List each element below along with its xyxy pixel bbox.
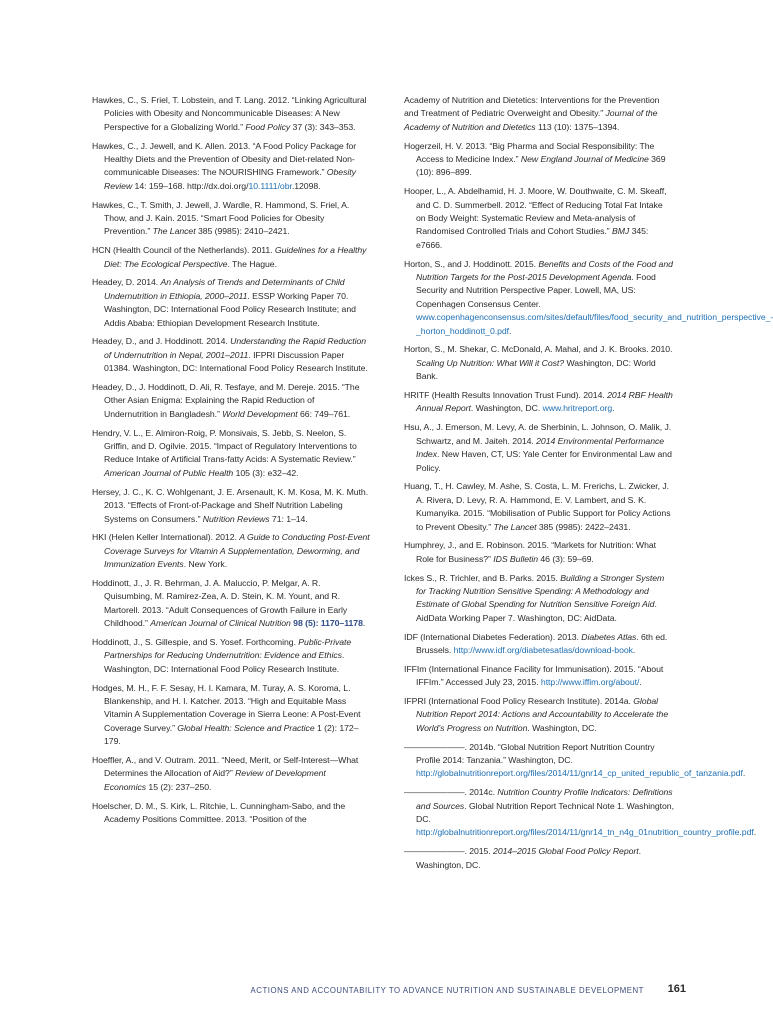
reference-column-left (92, 94, 370, 832)
reference-entry (404, 845, 674, 872)
reference-text: . Washington, DC. (416, 846, 641, 870)
reference-entry-continued (404, 94, 674, 134)
reference-italic-title: American Journal of Clinical Nutrition (150, 618, 291, 629)
reference-text: Hodges, M. H., F. F. Sesay, H. I. Kamara, M. Turay, A. S. Koroma, L. Blankenship, and H. I. Katcher. 2013. “High and Equitable Mass Vitamin A Supplementation Coverage in Sierra Leone: A Post-Event Coverage Survey.” (92, 682, 361, 733)
reference-text: HRITF (Health Results Innovation Trust Fund). 2014. (404, 390, 608, 401)
reference-entry (92, 244, 370, 271)
reference-entry (404, 480, 674, 534)
reference-text: Humphrey, J., and E. Robinson. 2015. “Markets for Nutrition: What Role for Business?” (404, 540, 657, 564)
reference-text: Hoeffler, A., and V. Outram. 2011. “Need, Merit, or Self-Interest—What Determines the Allocation of Aid?” (92, 754, 359, 779)
reference-entry (92, 427, 370, 481)
reference-text: 105 (3): e32–42. (233, 467, 299, 478)
reference-italic-title: The Lancet (493, 521, 537, 532)
reference-entry (404, 258, 773, 338)
reference-text: Hoelscher, D. M., S. Kirk, L. Ritchie, L. Cunningham-Sabo, and the Academy Positions Committee. 2013. “Position of the (92, 800, 346, 824)
reference-text: 46 (3): 59–69. (538, 553, 594, 564)
reference-entry (92, 531, 370, 571)
reference-italic-title: Nutrition Reviews (202, 513, 270, 524)
reference-italic-title: Review of Development Economics (104, 768, 326, 792)
reference-text: . Washington, DC. (527, 722, 597, 733)
reference-text: Horton, S., and J. Hoddinott. 2015. (404, 258, 539, 269)
reference-text: . ESSP Working Paper 70. Washington, DC: International Food Policy Research Institute; and Addis Ababa: Ethiopian Development Research Institute. (104, 290, 356, 328)
reference-italic-title: American Journal of Public Health (104, 467, 234, 478)
reference-entry (404, 343, 674, 383)
reference-entry (92, 636, 370, 676)
reference-text: . (639, 677, 642, 688)
reference-text: 14: 159–168. http://dx.doi.org/ (132, 180, 249, 191)
running-footer-title: ACTIONS AND ACCOUNTABILITY TO ADVANCE NUTRITION AND SUSTAINABLE DEVELOPMENT (250, 986, 644, 995)
reference-entry (404, 631, 674, 658)
reference-text: 66: 749–761. (297, 408, 351, 419)
reference-italic-title: Scaling Up Nutrition: What Will it Cost? (416, 357, 565, 368)
reference-italic-title: Benefits and Costs of the Food and Nutrition Targets for the Post-2015 Development Agenda (416, 258, 673, 283)
reference-italic-title: Building a Stronger System for Tracking Nutrition Sensitive Spending: A Methodology and Estimate of Global Spending for Nutrition Sensitive Foreign Aid (416, 572, 665, 610)
reference-text: . Washington, DC: International Food Policy Research Institute. (104, 650, 345, 674)
reference-entry (92, 199, 370, 239)
reference-entry (92, 486, 370, 526)
reference-text: . AidData Working Paper 7. Washington, DC: AidData. (416, 599, 657, 623)
reference-italic-title: BMJ (611, 226, 630, 237)
reference-entry (92, 800, 370, 827)
reference-entry (404, 185, 674, 252)
reference-text: 385 (9985): 2410–2421. (195, 226, 290, 237)
reference-text: Hsu, A., J. Emerson, M. Levy, A. de Sherbinin, L. Johnson, O. Malik, J. Schwartz, and M. Jaiteh. 2014. (404, 422, 672, 446)
reference-italic-title: World Development (222, 408, 298, 419)
reference-entry (92, 381, 370, 421)
reference-link[interactable]: www.copenhagenconsensus.com/sites/default/files/food_security_and_nutrition_perspective_-_horton_hoddinott_0.pdf (416, 312, 773, 336)
reference-text: Hoddinott, J., J. R. Behrman, J. A. Maluccio, P. Melgar, A. R. Quisumbing, M. Ramirez-Zea, A. D. Stein, K. M. Yount, and R. Martorell. 2013. “Adult Consequences of Growth Failure in Early Childhood.” (92, 577, 348, 629)
reference-text: HKI (Helen Keller International). 2012. (92, 532, 240, 543)
reference-text: 345: e7666. (416, 226, 649, 250)
reference-text: IFPRI (International Food Policy Research Institute). 2014a. (404, 695, 634, 706)
reference-text: . (612, 403, 615, 414)
reference-italic-title: An Analysis of Trends and Determinants of Child Undernutrition in Ethiopia, 2000–2011 (104, 277, 345, 301)
reference-text: Hogerzeil, H. V. 2013. “Big Pharma and Social Responsibility: The Access to Medicine Index.” (404, 140, 655, 165)
reference-italic-title: The Lancet (152, 226, 196, 237)
reference-text: Hooper, L., A. Abdelhamid, H. J. Moore, W. Douthwaite, C. M. Skeaff, and C. D. Summerbell. 2012. “Effect of Reducing Total Fat Intake on Body Weight: Systematic Review and Meta-analysis of Randomised Controlled Trials and Cohort Studies.” (404, 186, 667, 237)
reference-text: Hawkes, C., J. Jewell, and K. Allen. 2013. “A Food Policy Package for Healthy Diets and the Prevention of Obesity and Diet-related Non-communicable Diseases: The NOURISHING Framework.” (92, 140, 357, 178)
reference-entry (92, 754, 370, 794)
reference-entry (404, 741, 746, 781)
reference-text: Hendry, V. L., E. Almiron-Roig, P. Monsivais, S. Jebb, S. Neelon, S. Griffin, and D. Ogilvie. 2015. “Impact of Regulatory Interventions to Reduce Intake of Artificial Trans-fatty Acids: A Systematic Review.” (92, 427, 357, 465)
reference-entry (404, 140, 674, 180)
reference-text: ———————. 2015. (404, 846, 494, 857)
reference-text: ———————. 2014b. “Global Nutrition Report Nutrition Country Profile 2014: Tanzania.” Washington, DC. (404, 741, 655, 765)
reference-entry (404, 421, 674, 475)
reference-text: 37 (3): 343–353. (290, 121, 356, 132)
reference-text: . (509, 325, 512, 336)
reference-text: 385 (9985): 2422–2431. (536, 521, 631, 532)
reference-column-right (404, 94, 773, 877)
reference-text: 113 (10): 1375–1394. (535, 121, 620, 132)
reference-text: . (753, 827, 757, 838)
reference-link[interactable]: www.hritreport.org (542, 403, 613, 414)
reference-text: HCN (Health Council of the Netherlands). 2011. (92, 245, 275, 256)
reference-text: .12098. (291, 180, 321, 191)
reference-entry (92, 682, 370, 749)
reference-text: . IFPRI Discussion Paper 01384. Washington, DC: International Food Policy Research Institute. (104, 349, 368, 374)
reference-text: . New Haven, CT, US: Yale Center for Environmental Law and Policy. (416, 449, 672, 473)
reference-link[interactable]: http://www.idf.org/diabetesatlas/download-book (453, 644, 633, 655)
reference-text: 369 (10): 896–899. (416, 154, 666, 178)
reference-text: Huang, T., H. Cawley, M. Ashe, S. Costa, L. M. Frerichs, L. Zwicker, J. A. Rivera, D. Levy, R. A. Hammond, E. V. Lambert, and S. K. Kumanyika. 2015. “Mobilisation of Public Support for Policy Actions to Prevent Obesity.” (404, 481, 671, 532)
page-number: 161 (667, 983, 686, 995)
reference-text: . (362, 618, 366, 629)
reference-entry (92, 276, 370, 330)
reference-entry (404, 695, 674, 735)
reference-text: Hawkes, C., S. Friel, T. Lobstein, and T. Lang. 2012. “Linking Agricultural Policies with Obesity and Noncommunicable Diseases: A New Perspective for a Globalizing World.” (92, 95, 367, 132)
reference-text: 15 (2): 237–250. (146, 781, 212, 792)
reference-italic-title: 2014 RBF Health Annual Report (416, 390, 673, 414)
reference-text: . New York. (183, 559, 228, 570)
reference-italic-title: 2014 Environmental Performance Index (416, 435, 665, 460)
reference-italic-title: New England Journal of Medicine (520, 154, 649, 165)
reference-text: ———————. 2014c. (404, 787, 498, 798)
reference-text: Hersey, J. C., K. C. Wohlgenant, J. E. Arsenault, K. M. Kosa, M. K. Muth. 2013. “Effects of Front-of-Package and Shelf Nutrition Labeling Systems on Consumers.” (92, 486, 369, 524)
reference-text: . Washington, DC. (470, 403, 543, 414)
reference-italic-title: Global Nutrition Report 2014: Actions and Accountability to Accelerate the World’s Progress on Nutrition (416, 695, 669, 733)
reference-text: Academy of Nutrition and Dietetics: Interventions for the Prevention and Treatment of Pediatric Overweight and Obesity.” (404, 95, 660, 119)
reference-entry (92, 94, 370, 134)
reference-entry (404, 663, 674, 690)
reference-entry (404, 572, 674, 626)
reference-text: Ickes S., R. Trichler, and B. Parks. 2015. (404, 572, 561, 583)
reference-text: . The Hague. (227, 258, 277, 269)
reference-entry (404, 786, 757, 840)
reference-italic-title: Obesity Review (104, 167, 356, 191)
reference-link[interactable]: 10.1111/obr (248, 180, 292, 191)
reference-text: Headey, D. 2014. (92, 277, 161, 288)
reference-italic-title: Guidelines for a Healthy Diet: The Ecological Perspective (104, 245, 367, 269)
reference-text: Hoddinott, J., S. Gillespie, and S. Yosef. Forthcoming. (92, 636, 299, 647)
page-footer (0, 983, 724, 999)
reference-entry (92, 140, 370, 194)
reference-link[interactable]: http://globalnutritionreport.org/files/2014/11/gnr14_cp_united_republic_of_tanzania.pdf (416, 768, 743, 779)
reference-text: Headey, D., and J. Hoddinott. 2014. (92, 336, 231, 347)
reference-text: Horton, S., M. Shekar, C. McDonald, A. Mahal, and J. K. Brooks. 2010. (404, 344, 673, 355)
reference-italic-title: Understanding the Rapid Reduction of Undernutrition in Nepal, 2001–2011 (104, 336, 367, 360)
reference-italic-title: Global Health: Science and Practice (177, 722, 315, 733)
reference-volume-highlight: 98 (5): 1170–1178 (293, 618, 363, 629)
reference-text: . 6th ed. Brussels. (416, 631, 668, 655)
reference-italic-title: Public-Private Partnerships for Reducing Undernutrition: Evidence and Ethics (104, 636, 352, 661)
reference-italic-title: 2014–2015 Global Food Policy Report (493, 846, 639, 857)
reference-entry (404, 539, 674, 566)
reference-italic-title: A Guide to Conducting Post-Event Coverage Surveys for Vitamin A Supplementation, Deworming, and Immunization Events (104, 532, 370, 570)
reference-italic-title: IDS Bulletin (493, 553, 539, 564)
reference-text: Washington, DC: World Bank. (416, 357, 656, 382)
reference-link[interactable]: http://www.iffim.org/about/ (540, 677, 640, 688)
reference-italic-title: Nutrition Country Profile Indicators: Definitions and Sources (416, 787, 673, 811)
reference-text: Hawkes, C., T. Smith, J. Jewell, J. Wardle, R. Hammond, S. Friel, A. Thow, and J. Kain. 2015. “Smart Food Policies for Obesity Prevention.” (92, 199, 350, 237)
reference-text: . Global Nutrition Report Technical Note 1. Washington, DC. (416, 800, 674, 824)
reference-text: 71: 1–14. (269, 513, 308, 524)
reference-text: Headey, D., J. Hoddinott, D. Ali, R. Tesfaye, and M. Dereje. 2015. “The Other Asian Enigma: Explaining the Rapid Reduction of Undernutrition in Bangladesh.” (92, 382, 360, 419)
reference-italic-title: Food Policy (245, 121, 291, 132)
reference-italic-title: Journal of the Academy of Nutrition and Dietetics (404, 108, 658, 132)
reference-text: . (742, 768, 746, 779)
reference-text: . Food Security and Nutrition Perspective Paper. Lowell, MA, US: Copenhagen Consensus Center. (416, 272, 656, 309)
reference-entry (404, 389, 674, 416)
reference-text: IDF (International Diabetes Federation). 2013. (404, 631, 582, 642)
reference-text: 1 (2): 172–179. (104, 722, 359, 747)
reference-entry (92, 335, 370, 375)
reference-text: . (632, 644, 636, 655)
reference-link[interactable]: http://globalnutritionreport.org/files/2014/11/gnr14_tn_n4g_01nutrition_country_profile.pdf (416, 827, 754, 838)
reference-italic-title: Diabetes Atlas (581, 631, 637, 642)
reference-text: IFFIm (International Finance Facility for Immunisation). 2015. “About IFFIm.” Accessed July 23, 2015. (404, 663, 664, 688)
reference-entry (92, 577, 370, 631)
